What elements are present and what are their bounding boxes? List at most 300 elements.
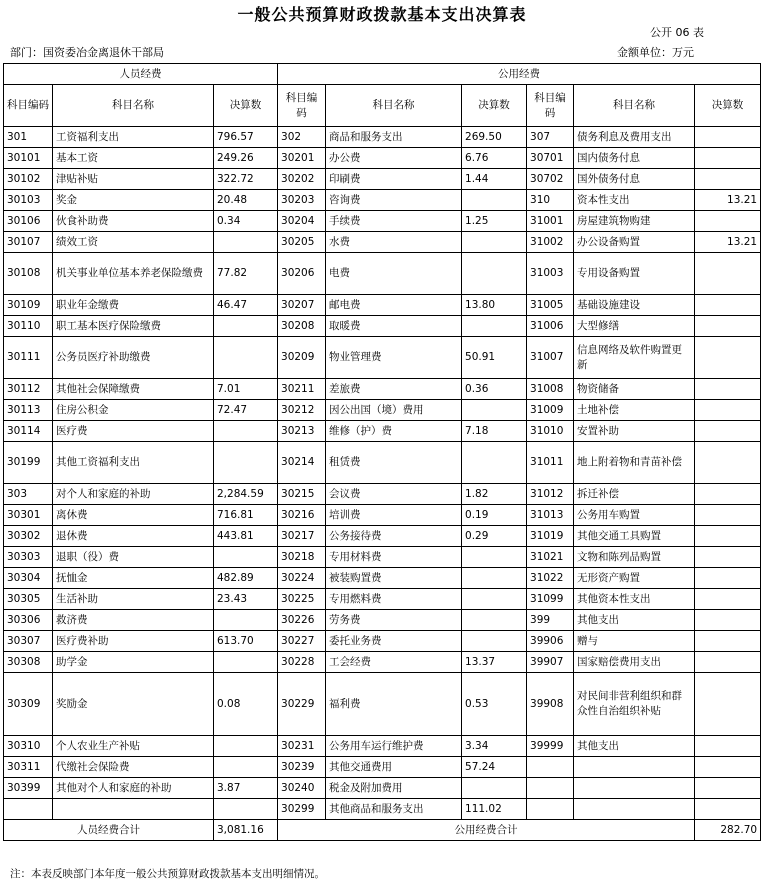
row-amount [695,526,761,547]
row-name: 住房公积金 [53,400,214,421]
row-code: 31012 [527,484,574,505]
row-name: 医疗费 [53,421,214,442]
row-amount: 111.02 [462,799,527,820]
row-code: 39907 [527,652,574,673]
row-amount [695,568,761,589]
row-amount: 1.44 [462,169,527,190]
row-code: 30112 [4,379,53,400]
table-row [4,232,761,253]
row-amount: 0.19 [462,505,527,526]
row-amount: 6.76 [462,148,527,169]
row-amount [214,316,278,337]
document-number: 公开 06 表 [650,26,704,39]
row-name: 其他对个人和家庭的补助 [53,778,214,799]
row-code: 31021 [527,547,574,568]
row-name: 专用设备购置 [574,253,695,295]
row-name: 对个人和家庭的补助 [53,484,214,505]
row-name: 公务员医疗补助缴费 [53,337,214,379]
row-code: 31022 [527,568,574,589]
row-amount [462,631,527,652]
col-header-amount: 决算数 [695,85,761,127]
row-code: 30109 [4,295,53,316]
row-amount [695,631,761,652]
row-amount [695,379,761,400]
row-code: 30310 [4,736,53,757]
row-amount: 20.48 [214,190,278,211]
row-code: 30114 [4,421,53,442]
row-code: 30201 [278,148,326,169]
row-code: 30299 [278,799,326,820]
row-code: 302 [278,127,326,148]
row-amount: 72.47 [214,400,278,421]
row-name: 被装购置费 [326,568,462,589]
row-code: 31006 [527,316,574,337]
row-amount [214,736,278,757]
row-code: 30203 [278,190,326,211]
row-amount [462,190,527,211]
row-amount [462,253,527,295]
row-amount: 322.72 [214,169,278,190]
row-name [574,757,695,778]
row-code: 30226 [278,610,326,631]
row-code: 30103 [4,190,53,211]
group-header-personnel: 人员经费 [4,64,278,85]
table-row [4,547,761,568]
row-name: 电费 [326,253,462,295]
row-code: 31099 [527,589,574,610]
row-name: 其他交通费用 [326,757,462,778]
row-name: 物资储备 [574,379,695,400]
col-header-name: 科目名称 [326,85,462,127]
row-code: 31009 [527,400,574,421]
row-name: 基础设施建设 [574,295,695,316]
table-row [4,799,761,820]
row-code: 31010 [527,421,574,442]
table-row [4,631,761,652]
table-row [4,736,761,757]
row-name: 其他社会保障缴费 [53,379,214,400]
row-amount: 7.18 [462,421,527,442]
row-amount [695,736,761,757]
row-name [574,799,695,820]
row-code: 30213 [278,421,326,442]
row-name: 地上附着物和青苗补偿 [574,442,695,484]
row-code: 30240 [278,778,326,799]
row-amount: 13.37 [462,652,527,673]
row-amount: 0.36 [462,379,527,400]
row-amount [462,778,527,799]
row-name: 伙食补助费 [53,211,214,232]
row-code: 30311 [4,757,53,778]
row-amount [695,442,761,484]
row-code: 30216 [278,505,326,526]
row-name: 专用材料费 [326,547,462,568]
row-amount [695,547,761,568]
department-label: 部门：国资委冶金离退休干部局 [10,46,164,59]
row-code: 31011 [527,442,574,484]
row-name: 助学金 [53,652,214,673]
row-amount [695,505,761,526]
row-name: 印刷费 [326,169,462,190]
row-name: 奖金 [53,190,214,211]
row-code: 39906 [527,631,574,652]
row-amount [462,316,527,337]
row-amount: 0.53 [462,673,527,736]
row-name: 土地补偿 [574,400,695,421]
row-code: 30227 [278,631,326,652]
row-code: 30212 [278,400,326,421]
row-amount [695,778,761,799]
footnote: 注：本表反映部门本年度一般公共预算财政拨款基本支出明细情况。 [10,868,325,880]
row-name: 劳务费 [326,610,462,631]
row-name: 其他支出 [574,610,695,631]
row-name: 绩效工资 [53,232,214,253]
row-amount: 23.43 [214,589,278,610]
row-amount: 13.21 [695,232,761,253]
row-amount [695,316,761,337]
row-name: 福利费 [326,673,462,736]
table-row [4,589,761,610]
row-name: 其他工资福利支出 [53,442,214,484]
table-row [4,568,761,589]
row-amount [462,232,527,253]
row-name: 国家赔偿费用支出 [574,652,695,673]
row-amount [214,547,278,568]
table-row [4,400,761,421]
row-amount [462,568,527,589]
row-amount: 1.82 [462,484,527,505]
row-code: 30309 [4,673,53,736]
row-name: 退休费 [53,526,214,547]
row-amount: 249.26 [214,148,278,169]
row-amount: 796.57 [214,127,278,148]
row-amount [214,421,278,442]
row-amount [695,253,761,295]
row-code: 30107 [4,232,53,253]
row-amount: 7.01 [214,379,278,400]
table-row [4,190,761,211]
row-amount: 2,284.59 [214,484,278,505]
row-name: 拆迁补偿 [574,484,695,505]
unit-label: 金额单位：万元 [617,46,694,59]
row-name: 机关事业单位基本养老保险缴费 [53,253,214,295]
row-name: 其他商品和服务支出 [326,799,462,820]
row-code: 30305 [4,589,53,610]
col-header-amount: 决算数 [214,85,278,127]
row-name: 咨询费 [326,190,462,211]
row-name: 赠与 [574,631,695,652]
table-row [4,673,761,736]
table-row [4,316,761,337]
row-name: 个人农业生产补贴 [53,736,214,757]
row-code: 30306 [4,610,53,631]
row-name: 办公费 [326,148,462,169]
row-amount: 482.89 [214,568,278,589]
row-code: 30106 [4,211,53,232]
row-code: 30399 [4,778,53,799]
row-amount: 0.08 [214,673,278,736]
row-code: 30304 [4,568,53,589]
table-row [4,442,761,484]
row-amount: 716.81 [214,505,278,526]
row-amount: 57.24 [462,757,527,778]
row-amount: 443.81 [214,526,278,547]
row-code: 30208 [278,316,326,337]
row-amount: 1.25 [462,211,527,232]
row-code: 30211 [278,379,326,400]
table-row [4,526,761,547]
row-name: 其他交通工具购置 [574,526,695,547]
row-code: 31003 [527,253,574,295]
row-amount: 3.34 [462,736,527,757]
row-code: 310 [527,190,574,211]
row-code: 30231 [278,736,326,757]
row-code: 30214 [278,442,326,484]
row-code: 30701 [527,148,574,169]
row-name: 职业年金缴费 [53,295,214,316]
public-total-label: 公用经费合计 [278,820,695,841]
row-code: 31007 [527,337,574,379]
row-amount [695,652,761,673]
row-amount [695,337,761,379]
col-header-code: 科目编码 [527,85,574,127]
row-code: 30702 [527,169,574,190]
row-name: 离休费 [53,505,214,526]
row-amount [695,295,761,316]
row-name: 抚恤金 [53,568,214,589]
row-name: 退职（役）费 [53,547,214,568]
row-name: 公务用车购置 [574,505,695,526]
row-code [527,757,574,778]
row-code: 30199 [4,442,53,484]
row-amount: 0.29 [462,526,527,547]
personnel-total-value: 3,081.16 [214,820,278,841]
row-code: 399 [527,610,574,631]
row-amount: 50.91 [462,337,527,379]
row-code: 31005 [527,295,574,316]
report-title: 一般公共预算财政拨款基本支出决算表 [237,5,527,24]
row-name: 资本性支出 [574,190,695,211]
row-amount [214,337,278,379]
row-amount [214,652,278,673]
row-name: 国内债务付息 [574,148,695,169]
row-name: 医疗费补助 [53,631,214,652]
row-code: 39999 [527,736,574,757]
row-code [527,799,574,820]
row-code: 30302 [4,526,53,547]
row-code: 30102 [4,169,53,190]
row-amount: 613.70 [214,631,278,652]
row-name: 基本工资 [53,148,214,169]
row-amount [695,400,761,421]
row-amount: 13.80 [462,295,527,316]
row-amount [695,148,761,169]
row-name: 邮电费 [326,295,462,316]
table-row [4,421,761,442]
row-amount [214,232,278,253]
row-name: 津贴补贴 [53,169,214,190]
table-row [4,253,761,295]
row-amount [462,547,527,568]
row-name: 租赁费 [326,442,462,484]
row-amount [462,589,527,610]
row-amount [462,610,527,631]
row-name: 会议费 [326,484,462,505]
row-name: 奖励金 [53,673,214,736]
row-code: 30101 [4,148,53,169]
row-name: 因公出国（境）费用 [326,400,462,421]
col-header-code: 科目编码 [4,85,53,127]
row-code: 30110 [4,316,53,337]
row-amount: 46.47 [214,295,278,316]
row-name: 水费 [326,232,462,253]
row-code: 301 [4,127,53,148]
row-code: 30111 [4,337,53,379]
table-row [4,484,761,505]
row-code: 30204 [278,211,326,232]
table-row [4,169,761,190]
row-code [527,778,574,799]
row-name: 其他资本性支出 [574,589,695,610]
row-code: 30218 [278,547,326,568]
table-row [4,778,761,799]
row-name: 物业管理费 [326,337,462,379]
row-code [4,799,53,820]
row-amount [695,127,761,148]
public-total-value: 282.70 [695,820,761,841]
row-amount [695,589,761,610]
row-code: 30224 [278,568,326,589]
personnel-total-label: 人员经费合计 [4,820,214,841]
row-name: 无形资产购置 [574,568,695,589]
row-code: 30108 [4,253,53,295]
row-amount [695,673,761,736]
row-name: 商品和服务支出 [326,127,462,148]
row-amount [462,400,527,421]
row-name: 职工基本医疗保险缴费 [53,316,214,337]
row-code: 30229 [278,673,326,736]
row-name: 取暖费 [326,316,462,337]
row-code: 30239 [278,757,326,778]
row-name: 其他支出 [574,736,695,757]
table-row [4,148,761,169]
row-amount [695,610,761,631]
row-code: 30301 [4,505,53,526]
row-amount: 77.82 [214,253,278,295]
row-amount [695,211,761,232]
row-code: 30209 [278,337,326,379]
row-code: 30113 [4,400,53,421]
row-code: 30303 [4,547,53,568]
table-row [4,211,761,232]
row-amount [695,757,761,778]
row-name: 债务利息及费用支出 [574,127,695,148]
row-amount: 13.21 [695,190,761,211]
expenditure-table [3,63,761,841]
row-code: 30202 [278,169,326,190]
row-amount: 0.34 [214,211,278,232]
row-code: 303 [4,484,53,505]
table-row [4,757,761,778]
row-name: 差旅费 [326,379,462,400]
row-name: 培训费 [326,505,462,526]
row-name: 房屋建筑物购建 [574,211,695,232]
row-name: 工资福利支出 [53,127,214,148]
row-amount [214,610,278,631]
row-name: 安置补助 [574,421,695,442]
row-amount [214,799,278,820]
row-name: 工会经费 [326,652,462,673]
col-header-name: 科目名称 [53,85,214,127]
col-header-code: 科目编码 [278,85,326,127]
table-row [4,337,761,379]
row-name: 文物和陈列品购置 [574,547,695,568]
row-amount: 269.50 [462,127,527,148]
row-amount [462,442,527,484]
table-row [4,379,761,400]
row-amount [214,442,278,484]
row-name: 委托业务费 [326,631,462,652]
row-code: 31001 [527,211,574,232]
col-header-amount: 决算数 [462,85,527,127]
row-name: 维修（护）费 [326,421,462,442]
row-name: 专用燃料费 [326,589,462,610]
row-code: 30207 [278,295,326,316]
row-code: 30205 [278,232,326,253]
row-amount: 3.87 [214,778,278,799]
row-name: 办公设备购置 [574,232,695,253]
col-header-name: 科目名称 [574,85,695,127]
group-header-public: 公用经费 [278,64,761,85]
row-code: 31002 [527,232,574,253]
row-code: 30206 [278,253,326,295]
row-name: 大型修缮 [574,316,695,337]
row-name: 救济费 [53,610,214,631]
row-code: 30215 [278,484,326,505]
row-code: 31019 [527,526,574,547]
row-code: 39908 [527,673,574,736]
table-row [4,295,761,316]
row-code: 30307 [4,631,53,652]
row-name: 对民间非营利组织和群众性自治组织补贴 [574,673,695,736]
row-code: 307 [527,127,574,148]
row-amount [695,484,761,505]
table-row [4,610,761,631]
table-row [4,127,761,148]
row-name: 税金及附加费用 [326,778,462,799]
table-row [4,652,761,673]
row-name: 生活补助 [53,589,214,610]
row-amount [214,757,278,778]
row-amount [695,421,761,442]
row-name: 公务用车运行维护费 [326,736,462,757]
table-row [4,505,761,526]
row-name [574,778,695,799]
row-name: 国外债务付息 [574,169,695,190]
row-code: 30217 [278,526,326,547]
row-amount [695,799,761,820]
row-name: 手续费 [326,211,462,232]
row-code: 30228 [278,652,326,673]
row-name: 公务接待费 [326,526,462,547]
row-code: 31008 [527,379,574,400]
row-amount [695,169,761,190]
row-name: 代缴社会保险费 [53,757,214,778]
row-code: 30308 [4,652,53,673]
row-name: 信息网络及软件购置更新 [574,337,695,379]
row-code: 30225 [278,589,326,610]
row-code: 31013 [527,505,574,526]
